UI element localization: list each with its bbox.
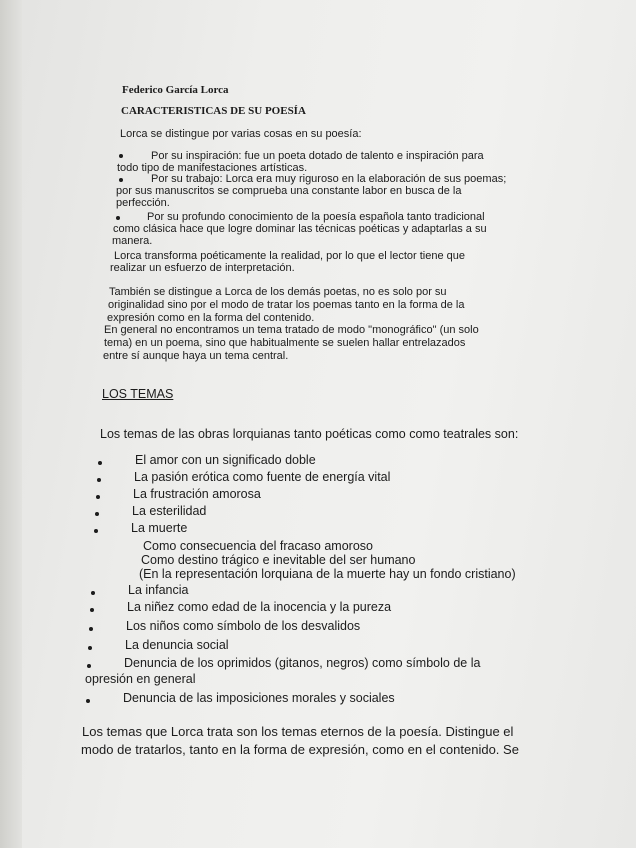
page-title: CARACTERISTICAS DE SU POESÍA [121, 105, 306, 117]
bullet-dot [97, 478, 101, 482]
death-sub-2: Como destino trágico e inevitable del ser humano [141, 553, 416, 567]
theme-item-3: La frustración amorosa [133, 487, 261, 501]
themes-heading: LOS TEMAS [102, 387, 174, 401]
transform-line-1: Lorca transforma poéticamente la realidad, por lo que el lector tiene que [114, 250, 465, 262]
bullet-dot [89, 627, 93, 631]
reason-2-line-3: perfección. [116, 197, 170, 209]
impositions-item: Denuncia de las imposiciones morales y sociales [123, 691, 395, 705]
bullet-dot [88, 646, 92, 650]
reason-3-line-2: como clásica hace que logre dominar las técnicas poéticas y adaptarlas a su [113, 223, 487, 235]
reason-1-line-2: todo tipo de manifestaciones artísticas. [117, 162, 308, 174]
para2-line-6: entre sí aunque haya un tema central. [103, 350, 289, 362]
author-name: Federico García Lorca [122, 84, 229, 96]
theme-item-1: El amor con un significado doble [135, 453, 316, 467]
oppressed-line-1: Denuncia de los oprimidos (gitanos, negros) como símbolo de la [124, 656, 481, 670]
para2-line-4: En general no encontramos un tema tratado de modo "monográfico" (un solo [104, 324, 479, 336]
para2-line-3: expresión como en la forma del contenido. [107, 312, 315, 324]
bullet-dot [90, 608, 94, 612]
theme-item-5: La muerte [131, 521, 188, 535]
theme-item-4: La esterilidad [132, 504, 207, 518]
death-sub-1: Como consecuencia del fracaso amoroso [143, 539, 373, 553]
intro-text: Lorca se distingue por varias cosas en su poesía: [120, 128, 362, 140]
transform-line-2: realizar un esfuerzo de interpretación. [110, 262, 295, 274]
bullet-dot [87, 664, 91, 668]
theme-item-9: La denuncia social [125, 638, 229, 652]
bullet-dot [116, 216, 120, 220]
bullet-dot [86, 699, 90, 703]
theme-item-2: La pasión erótica como fuente de energía vital [134, 470, 391, 484]
bullet-dot [119, 178, 123, 182]
closing-line-2: modo de tratarlos, tanto en la forma de expresión, como en el contenido. Se [81, 742, 519, 757]
theme-item-7: La niñez como edad de la inocencia y la pureza [127, 600, 392, 614]
para2-line-5: tema) en un poema, sino que habitualmente se suelen hallar entrelazados [104, 337, 466, 349]
oppressed-line-2: opresión en general [85, 672, 196, 686]
reason-3-line-3: manera. [112, 235, 153, 247]
reason-2-line-1: Por su trabajo: Lorca era muy riguroso en la elaboración de sus poemas; [151, 173, 507, 185]
theme-item-8: Los niños como símbolo de los desvalidos [126, 619, 361, 633]
para2-line-2: originalidad sino por el modo de tratar los poemas tanto en la forma de la [108, 299, 465, 311]
reason-3-line-1: Por su profundo conocimiento de la poesía española tanto tradicional [147, 211, 485, 223]
para2-line-1: También se distingue a Lorca de los demás poetas, no es solo por su [109, 286, 447, 298]
bullet-dot [96, 495, 100, 499]
reason-1-line-1: Por su inspiración: fue un poeta dotado de talento e inspiración para [151, 150, 484, 162]
closing-line-1: Los temas que Lorca trata son los temas eternos de la poesía. Distingue el [82, 724, 514, 739]
paper-edge-shadow [0, 0, 22, 848]
death-sub-3: (En la representación lorquiana de la muerte hay un fondo cristiano) [139, 567, 516, 581]
bullet-dot [91, 591, 95, 595]
bullet-dot [95, 512, 99, 516]
reason-2-line-2: por sus manuscritos se comprueba una constante labor en busca de la [116, 185, 462, 197]
bullet-dot [94, 529, 98, 533]
bullet-dot [119, 154, 123, 158]
themes-intro: Los temas de las obras lorquianas tanto poéticas como como teatrales son: [100, 427, 519, 441]
bullet-dot [98, 461, 102, 465]
theme-item-6: La infancia [128, 583, 189, 597]
